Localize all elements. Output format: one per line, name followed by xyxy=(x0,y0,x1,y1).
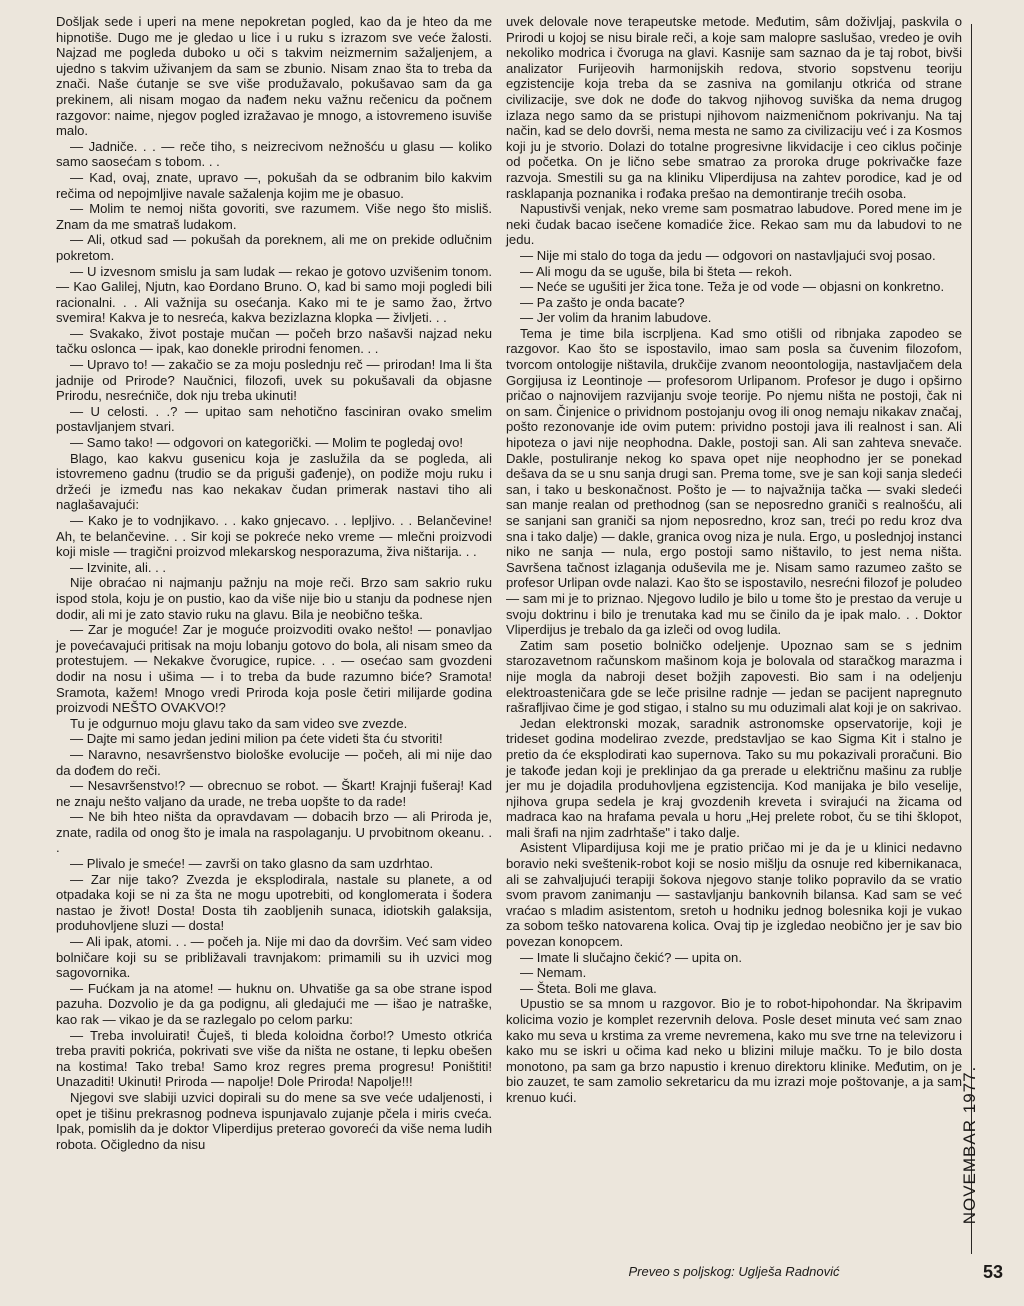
paragraph: — Jadniče. . . — reče tiho, s neizrecivom nežnošću u glasu — koliko samo saosećam s tobom. . . xyxy=(56,138,492,170)
paragraph: — Izvinite, ali. . . xyxy=(70,559,167,575)
paragraph: uvek delovale nove terapeutske metode. Međutim, sâm doživljaj, paskvila o Prirodi u kojoj se nisu birale reči, a koje sam malopre saslušao, vredeo je ovih nekoliko modrica i čvoruga na glavi. Kasnije sam saznao da je taj robot, bivši analizator Furijeovih harmonijskih redova, stvorio sopstvenu teoriju egzistencije koja treba da se zasniva na gomilanju otkrića od strane civilizacije, sve dok ne dođe do takvog njihovog suviška da nema drugog izlaza nego samo da se pristupi njihovom naizmeničnom pokrivanju. Na taj način, kad se delo dovrši, nema mesta ne samo za civilizaciju već i za Kosmos koji ju je stvorio. Dolazi do totalne progresivne likvidacije i ceo ciklus počinje od početka. On je lično sebe smatrao za proroka druge pokrivačke faze razvoja. Smestili su ga na kliniku Vliperdijusa na zahtev porodice, kad je od rasklapanja poznanika i rođaka prešao na demontiranje trećih osoba. xyxy=(506,14,962,201)
paragraph: — Nije mi stalo do toga da jedu — odgovori on nastavljajući svoj posao. xyxy=(520,247,936,263)
paragraph: — Upravo to! — zakačio se za moju poslednju reč — prirodan! Ima li šta jadnije od Prirode? Naučnici, filozofi, uvek su pokušavali da objasne Prirodu, nesrećniče, dok nju treba ukinuti! xyxy=(56,357,492,404)
paragraph: — Dajte mi samo jedan jedini milion pa ćete videti šta ću stvoriti! xyxy=(70,731,443,747)
paragraph: Tema je time bila iscrpljena. Kad smo otišli od ribnjaka zapodeo se razgovor. Kao što se ispostavilo, imao sam posla sa čuvenim filozofom, tvorcom ontologije ništavila, drukčije zvanom neoontologija, nastavljačem dela Gorgijusa iz Leontinoje — profesorom Urlipanom. Profesor je dugo i opširno pričao o najnovijem razvijanju svoje teorije. Po njemu ništa ne postoji, čak ni on sam. Činjenice o prividnom postojanju ovog ili onog nemaju nikakav značaj, pošto rezonovanje ide ovim putem: prividno postoji java ili realnost i san. Ali hipoteza o javi nije neophodna. Dakle, postoji san. Ali san zahteva snevače. Dakle, postuliranje nekog ko spava opet nije neophodno jer se ponekad dešava da se u snu sanja drugi san. Prema tome, sve je san koji sanja sledeći san, i tako u beskonačnost. Pošto je — to najvažnija tačka — svaki sledeći san manje realan od prethodnog (san se neposredno graniči s realnošću, ali se sanjani san graniči sa njom neposredno, kroz san, treći po redu kroz dva sna i tako dalje) — dakle, granica ovog niza je nula. Ergo, u poslednjoj instanci niko ne sanja — nula, ergo postoji samo ništavilo, to jest nema ništa. Savršena tačnost izlaganja oduševila me je. Nisam samo razumeo zašto se profesor Urlipan ovde nalazi. Kao što se ispostavilo, nesrećni filozof je poludeo — sam mi je to priznao. Njegovo ludilo je bilo u tome što je prestao da veruje u svoju doktrinu i bilo je trenutaka kad mu se činilo da je ipak malo. . . Doktor Vliperdijus je trebalo da ga izleči od ovog ludila. xyxy=(506,325,962,638)
paragraph: — Ne bih hteo ništa da opravdavam — dobacih brzo — ali Priroda je, znate, radila od onog što je imala na raspolaganju. U prvobitnom okeanu. . . xyxy=(56,809,492,856)
paragraph: — Nemam. xyxy=(520,965,587,981)
issue-date-label xyxy=(948,1030,992,1260)
paragraph: — U celosti. . .? — upitao sam nehotično fasciniran ovako smelim postavljanjem stvari. xyxy=(56,403,492,435)
paragraph: — Ali ipak, atomi. . . — počeh ja. Nije mi dao da dovršim. Već sam video bolničare koji su se približavali travnjakom: primamili su ih uzvici mog sagovornika. xyxy=(56,934,492,981)
paragraph: — Molim te nemoj ništa govoriti, sve razumem. Više nego što misliš. Znam da me smatraš ludakom. xyxy=(56,201,492,232)
paragraph: — Pa zašto je onda bacate? xyxy=(520,294,685,310)
paragraph: — Treba involuirati! Čuješ, ti bleda koloidna čorbo!? Umesto otkrića treba praviti pokrića, pokrivati sve više da ništa ne ostane, ti lepku obešen na kostima! Tako treba! Samo kroz regres prema progresu! Poništiti! Unazaditi! Ukinuti! Priroda — napolje! Dole Priroda! Napolje!!! xyxy=(56,1027,492,1090)
paragraph: — Samo tako! — odgovori on kategorički. — Molim te pogledaj ovo! xyxy=(70,435,463,451)
paragraph: — U izvesnom smislu ja sam ludak — rekao je gotovo uzvišenim tonom. — Kao Galilej, Njutn, kao Đordano Bruno. O, kad bi samo moji pogledi bili racionalni. . . Ali važnija su osećanja. Kako mi te je samo žao, žrtvo svemira! Kakva je to nesreća, kakva bezizlazna klopka — življeti. . . xyxy=(56,263,492,326)
paragraph: — Zar je moguće! Zar je moguće proizvoditi ovako nešto! — ponavljao je povećavajući pritisak na moju lobanju gotovo do bola, ali nisam smeo da protestujem. — Nekakve čvorugice, rupice. . . — osećao sam gvozdeni dodir na nosu i ušima — i to treba da bude razumno biće? Sramota! Sramota, kažem! Mnogo vredi Priroda koja posle četiri milijarde godina proizvodi NEŠTO OVAKVO!? xyxy=(56,622,492,716)
paragraph: — Jer volim da hranim labudove. xyxy=(520,310,712,326)
paragraph: Jedan elektronski mozak, saradnik astronomske opservatorije, koji je trideset godina modelirao zvezde, predstavljao se kao Sigma Kit i stalno je pretio da će eksplodirati kao supernova. Tako su mu pokazivali proračuni. Bio je takođe jedan koji je preklinjao da ga prerade u električnu mašinu za rublje jer mu je dojadila produhovljena egzistencija. Kod manijaka je bilo veselije, njihova grupa sedela je kraj gvozdenih kreveta i svirajući na žicama od madraca kao na hrafama pevala u horu „Hej prelete robot, ču se tihi šklopot, mali šrafi na njim zadrhtaše" i tako dalje. xyxy=(506,715,962,840)
paragraph: Tu je odgurnuo moju glavu tako da sam video sve zvezde. xyxy=(70,715,408,731)
issue-date-text: NOVEMBAR 1977. xyxy=(960,1065,979,1225)
paragraph: — Svakako, život postaje mučan — počeh brzo našavši najzad neku tačku oslonca — ipak, kao donekle prirodni fenomen. . . xyxy=(56,325,492,357)
paragraph: — Ali mogu da se uguše, bila bi šteta — rekoh. xyxy=(520,263,793,279)
paragraph: — Imate li slučajno čekić? — upita on. xyxy=(520,949,742,965)
paragraph: Napustivši venjak, neko vreme sam posmatrao labudove. Pored mene im je neki čudak bacao isečene komadiće žice. Rekao sam mu da labudovi to ne jedu. xyxy=(506,201,962,248)
paragraph: — Zar nije tako? Zvezda je eksplodirala, nastale su planete, a od otpadaka koji se ni za šta ne mogu upotrebiti, od konglomerata i šodera nastao je život! Dosta! Dosta tih zaobljenih sunaca, idiotskih galaksija, produhovljene sluzi — dosta! xyxy=(56,871,492,934)
paragraph: Asistent Vlipardijusa koji me je pratio pričao mi je da je u klinici nedavno boravio neki sveštenik-robot koji se nosio mišlju da osnuje red kibernikanaca, ali se zahvaljujući terapiji šokova njegovo stanje toliko popravilo da se vratio svom pravom zanimanju — sastavljanju bankovnih bilansa. Kad sam se već vraćao s mladim asistentom, sretoh u hodniku jednog bolesnika koji je vukao za sobom teško natovarena kolica. Ovaj tip je izgledao neobično jer je sav bio povezan konopcem. xyxy=(506,840,962,950)
paragraph: — Nesavršenstvo!? — obrecnuo se robot. — Škart! Krajnji fušeraj! Kad ne znaju nešto valjano da urade, ne treba uopšte to da rade! xyxy=(56,778,492,809)
paragraph: — Šteta. Boli me glava. xyxy=(520,980,657,996)
paragraph: Njegovi sve slabiji uzvici dopirali su do mene sa sve veće udaljenosti, i opet je tišinu prekrasnog podneva ispunjavalo zujanje pčela i miris cveća. Ipak, pomislih da je doktor Vliperdijus preterao govoreći da više nema ludih robota. Očigledno da nisu xyxy=(56,1089,492,1152)
text-column-right xyxy=(506,14,962,1254)
page-number: 53 xyxy=(982,1262,1004,1282)
paragraph: Blago, kao kakvu gusenicu koja je zaslužila da se pogleda, ali istovremeno gadnu (trudio se da priguši gađenje), on podiže moju ruku i držeći je između nas kao nekakav čudan primerak nastavi tiho ali naglašavajući: xyxy=(56,450,492,513)
paragraph: — Ali, otkud sad — pokušah da poreknem, ali me on prekide odlučnim pokretom. xyxy=(56,232,492,263)
paragraph: Zatim sam posetio bolničko odeljenje. Upoznao sam se s jednim starozavetnom računskom mašinom koja je bolovala od staračkog marazma i nije mogla da nabroji deset božjih zapovesti. Bio sam i na odeljenju elektroasteničara gde se leče prisilne radnje — jedan se pacijent napregnuto rašrafljivao čime je god stigao, i stalno su mu oduzimali alat koji je on sakrivao. xyxy=(506,637,962,716)
paragraph: — Kad, ovaj, znate, upravo —, pokušah da se odbranim bilo kakvim rečima od nepojmljive navale sažalenja kojim me je obasuo. xyxy=(56,169,492,201)
translator-credit: Preveo s poljskog: Uglješa Radnović xyxy=(628,1264,840,1279)
paragraph: Upustio se sa mnom u razgovor. Bio je to robot-hipohondar. Na škripavim kolicima vozio je komplet rezervnih delova. Posle deset minuta već sam znao kako mu seva u krstima za vreme nevremena, kako mu sve trne na televizoru i kako mu se iskri u očima kad neko u blizini miluje mačku. To je bilo dosta monotono, pa sam ga brzo napustio i krenuo direktoru klinike. Međutim, on je bio zauzet, te sam zamolio sekretaricu da mu izrazi moje poštovanje, a ja sam krenuo kući. xyxy=(506,996,962,1105)
paragraph: — Fućkam ja na atome! — huknu on. Uhvatiše ga sa obe strane ispod pazuha. Dozvolio je da ga podignu, ali gledajući me — išao je natraške, kao rak — vikao je da se razlegalo po celom parku: xyxy=(56,980,492,1027)
paragraph: — Naravno, nesavršenstvo biološke evolucije — počeh, ali mi nije dao da dođem do reči. xyxy=(56,746,492,778)
paragraph: — Kako je to vodnjikavo. . . kako gnjecavo. . . lepljivo. . . Belančevine! Ah, te belančevine. . . Sir koji se pokreće neko vreme — mlečni proizvodi koji misle — tragični proizvod mlekarskog nesporazuma, živa ništarija. . . xyxy=(56,513,492,560)
text-column-left xyxy=(56,14,492,1282)
paragraph: Nije obraćao ni najmanju pažnju na moje reči. Brzo sam sakrio ruku ispod stola, koju je on pustio, kao da više nije bio u stanju da podnese njen dodir, ali mi je zato stavio ruku na glavu. Bila je neobično teška. xyxy=(56,575,492,622)
paragraph: — Neće se ugušiti jer žica tone. Teža je od vode — objasni on konkretno. xyxy=(520,279,945,295)
paragraph: — Plivalo je smeće! — završi on tako glasno da sam uzdrhtao. xyxy=(70,856,434,872)
paragraph: Došljak sede i uperi na mene nepokretan pogled, kao da je hteo da me hipnotiše. Dugo me je gledao u lice i u ruku s izrazom sve veće žalosti. Najzad me pogleda duboko u oči s takvim neizmernim sažaljenjem, a ujedno s takvim uživanjem da sam se zbunio. Nisam znao šta to treba da znači. Naše ćutanje se sve više produžavalo, pokušavao sam da ga prekinem, ali nisam mogao da nađem neku važnu rečenicu da počnem razgovor: naime, njegov pogled izražavao je mnogo, a istovremeno isuviše malo. xyxy=(56,14,492,139)
